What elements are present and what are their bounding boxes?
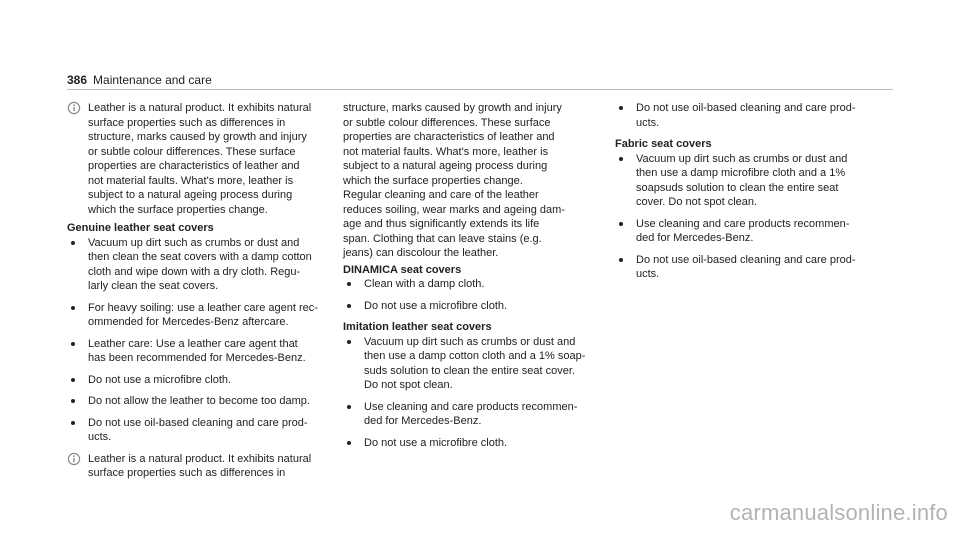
list-item-line: Use cleaning and care products recommen-	[636, 217, 850, 230]
paragraph-line: properties are characteristics of leather and	[343, 131, 555, 143]
list-item-line: ucts.	[636, 116, 660, 129]
list-item-line: Do not use oil-based cleaning and care prod-	[88, 416, 308, 429]
note-line: properties are characteristics of leather and	[88, 160, 300, 172]
list-item	[67, 337, 332, 366]
bullet-icon	[347, 304, 351, 308]
bullet-icon	[347, 441, 351, 445]
list-item	[343, 299, 608, 314]
list-item-line: soapsuds solution to clean the entire seat	[636, 181, 839, 194]
note-line: surface properties such as differences in	[88, 116, 286, 129]
list-item	[67, 394, 332, 409]
list-item-line: ucts.	[88, 431, 112, 443]
list-item-line: Do not spot clean.	[364, 379, 453, 391]
bullet-icon	[619, 157, 623, 161]
list-item-line: Clean with a damp cloth.	[364, 278, 485, 290]
section-heading: Imitation leather seat covers	[343, 321, 492, 333]
bullet-list	[67, 236, 332, 445]
paragraph-line: structure, marks caused by growth and injury	[343, 102, 562, 114]
paragraph-line: or subtle colour differences. These surface	[343, 116, 551, 129]
list-item	[343, 335, 608, 393]
info-icon	[67, 452, 81, 466]
list-item	[615, 217, 880, 246]
list-item-line: cloth and wipe down with a dry cloth. Regu-	[88, 265, 301, 278]
header-divider	[67, 89, 893, 90]
bullet-icon	[71, 306, 75, 310]
bullet-list	[615, 152, 880, 282]
list-item-line: Vacuum up dirt such as crumbs or dust and	[636, 152, 848, 165]
paragraph-line: Regular cleaning and care of the leather	[343, 189, 539, 201]
paragraph-line: span. Clothing that can leave stains (e.g.	[343, 232, 542, 245]
bullet-list	[615, 101, 880, 130]
note-line: surface properties such as differences in	[88, 467, 286, 479]
list-item-line: larly clean the seat covers.	[88, 280, 219, 292]
page-header	[67, 73, 212, 87]
list-item	[615, 101, 880, 130]
paragraph	[343, 101, 608, 261]
list-item-line: then clean the seat covers with a damp cotton	[88, 251, 312, 263]
bullet-icon	[71, 421, 75, 425]
info-note	[67, 452, 332, 481]
note-line: Leather is a natural product. It exhibits natural	[88, 452, 312, 465]
paragraph-line: reduces soiling, wear marks and ageing dam-	[343, 203, 565, 216]
text-column-1	[67, 101, 332, 485]
list-item	[67, 301, 332, 330]
list-item-line: Use cleaning and care products recommen-	[364, 400, 578, 413]
section-heading: Genuine leather seat covers	[67, 222, 214, 234]
paragraph-line: jeans) can discolour the leather.	[343, 247, 499, 259]
list-item-line: Do not use oil-based cleaning and care prod-	[636, 102, 856, 114]
list-item-line: Leather care: Use a leather care agent that	[88, 337, 298, 350]
bullet-icon	[347, 340, 351, 344]
list-item	[343, 436, 608, 451]
note-line: not material faults. What's more, leather is	[88, 174, 294, 187]
section-heading: DINAMICA seat covers	[343, 263, 462, 276]
list-item-line: Vacuum up dirt such as crumbs or dust and	[364, 335, 576, 348]
bullet-icon	[619, 258, 623, 262]
info-icon	[67, 101, 81, 115]
list-item	[615, 253, 880, 282]
list-item	[343, 277, 608, 292]
paragraph-line: age and thus significantly extends its life	[343, 218, 540, 230]
list-item-line: ded for Mercedes-Benz.	[364, 415, 482, 427]
bullet-icon	[347, 282, 351, 286]
list-item	[67, 236, 332, 294]
list-item-line: ucts.	[636, 268, 660, 280]
bullet-icon	[347, 405, 351, 409]
section-title: Maintenance and care	[93, 73, 212, 87]
list-item	[615, 152, 880, 210]
list-item	[67, 416, 332, 445]
list-item	[67, 373, 332, 388]
list-item-line: suds solution to clean the entire seat cover.	[364, 364, 575, 377]
paragraph-line: subject to a natural ageing process during	[343, 160, 548, 172]
paragraph-line: not material faults. What's more, leather is	[343, 145, 549, 158]
list-item-line: ommended for Mercedes-Benz aftercare.	[88, 316, 289, 328]
note-line: which the surface properties change.	[88, 203, 268, 216]
list-item-line: Do not allow the leather to become too damp.	[88, 395, 310, 407]
bullet-icon	[71, 399, 75, 403]
list-item-line: Do not use a microfibre cloth.	[364, 299, 508, 312]
bullet-list	[343, 335, 608, 451]
section-heading: Fabric seat covers	[615, 138, 712, 150]
list-item-line: Do not use oil-based cleaning and care prod-	[636, 253, 856, 266]
list-item-line: cover. Do not spot clean.	[636, 196, 758, 208]
text-column-2	[343, 101, 608, 457]
list-item-line: ded for Mercedes-Benz.	[636, 232, 754, 244]
list-item-line: then use a damp microfibre cloth and a 1%	[636, 167, 846, 179]
bullet-icon	[71, 378, 75, 382]
list-item-line: has been recommended for Mercedes-Benz.	[88, 352, 306, 364]
paragraph-line: which the surface properties change.	[343, 174, 523, 187]
note-line: subject to a natural ageing process during	[88, 189, 293, 201]
bullet-icon	[71, 342, 75, 346]
bullet-icon	[71, 241, 75, 245]
bullet-icon	[619, 222, 623, 226]
list-item-line: For heavy soiling: use a leather care agent rec-	[88, 301, 318, 314]
list-item-line: Do not use a microfibre cloth.	[364, 436, 508, 449]
list-item-line: Vacuum up dirt such as crumbs or dust and	[88, 236, 300, 249]
list-item	[343, 400, 608, 429]
note-line: Leather is a natural product. It exhibits natural	[88, 102, 312, 114]
list-item-line: then use a damp cotton cloth and a 1% soap-	[364, 350, 586, 362]
bullet-list	[343, 277, 608, 313]
note-line: structure, marks caused by growth and injury	[88, 131, 307, 143]
bullet-icon	[619, 106, 623, 110]
watermark: carmanualsonline.info	[729, 500, 948, 525]
page-number: 386	[67, 73, 88, 87]
note-line: or subtle colour differences. These surface	[88, 145, 296, 158]
text-column-3	[615, 101, 880, 289]
info-note	[67, 101, 332, 217]
list-item-line: Do not use a microfibre cloth.	[88, 373, 232, 386]
